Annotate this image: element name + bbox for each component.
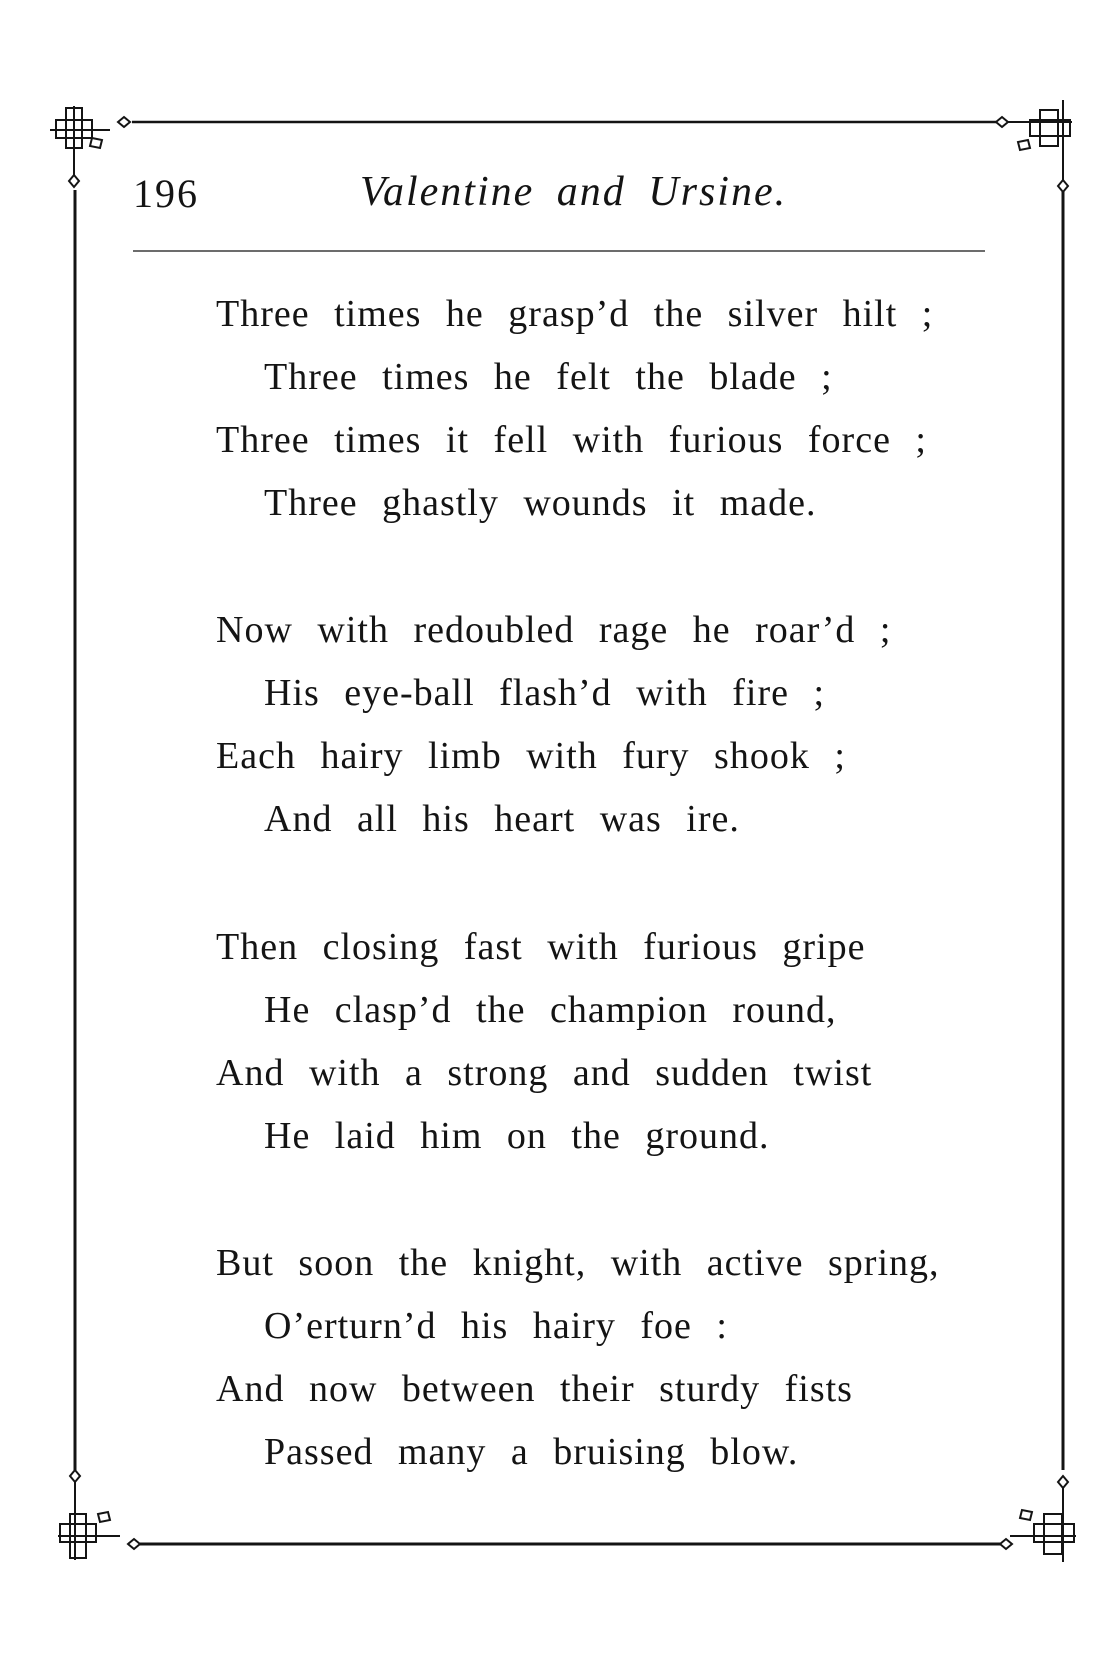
corner-ornament-bottom-left	[58, 1470, 140, 1560]
poem-line: And now between their sturdy fists	[216, 1368, 853, 1410]
poem-line: But soon the knight, with active spring,	[216, 1242, 940, 1284]
poem-line: Three times he grasp’d the silver hilt ;	[216, 293, 934, 335]
poem-line: Then closing fast with furious gripe	[216, 926, 866, 968]
corner-ornament-top-left	[50, 106, 130, 187]
page-number: 196	[133, 171, 199, 216]
poem-line: And all his heart was ire.	[264, 798, 740, 840]
poem-line: He laid him on the ground.	[264, 1115, 770, 1157]
corner-ornament-bottom-right	[1000, 1476, 1076, 1562]
poem-line: Three times he felt the blade ;	[264, 356, 833, 398]
poem-line: Now with redoubled rage he roar’d ;	[216, 609, 892, 651]
poem-line: He clasp’d the champion round,	[264, 989, 837, 1031]
running-title: Valentine and Ursine.	[360, 169, 788, 215]
corner-ornament-top-right	[996, 100, 1072, 192]
poem-line: His eye-ball flash’d with fire ;	[264, 672, 826, 714]
poem-line: Passed many a bruising blow.	[264, 1431, 799, 1473]
poem-line: Each hairy limb with fury shook ;	[216, 735, 846, 777]
poem-line: Three times it fell with furious force ;	[216, 419, 927, 461]
poem-line: Three ghastly wounds it made.	[264, 482, 817, 524]
poem-line: O’erturn’d his hairy foe :	[264, 1305, 728, 1347]
poem-line: And with a strong and sudden twist	[216, 1052, 873, 1094]
